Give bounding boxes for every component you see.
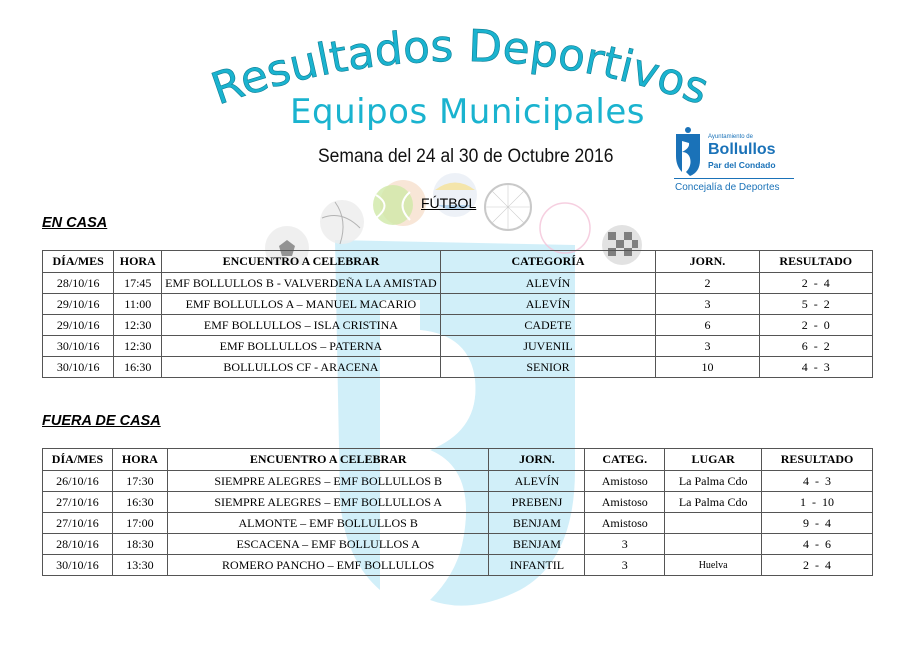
cell-match: EMF BOLLULLOS – PATERNA <box>162 336 441 357</box>
cell-round: INFANTIL <box>489 555 585 576</box>
cell-day: 30/10/16 <box>43 336 114 357</box>
cell-time: 17:30 <box>112 471 167 492</box>
col-place: LUGAR <box>665 449 762 471</box>
col-round: JORN. <box>656 251 759 273</box>
table-row <box>43 357 873 378</box>
cell-time: 13:30 <box>112 555 167 576</box>
cell-round: BENJAM <box>489 534 585 555</box>
cell-place: Huelva <box>665 555 762 576</box>
logo-line-3: Par del Condado <box>708 160 776 170</box>
away-heading: FUERA DE CASA <box>42 413 161 429</box>
logo-line-2: Bollullos <box>708 141 776 158</box>
cell-result: 5 - 2 <box>759 294 872 315</box>
cell-round: 2 <box>656 273 759 294</box>
cell-result: 1 - 10 <box>762 492 873 513</box>
cell-round: 6 <box>656 315 759 336</box>
cell-time: 12:30 <box>114 315 162 336</box>
cell-day: 30/10/16 <box>43 357 114 378</box>
cell-match: ROMERO PANCHO – EMF BOLLULLOS <box>167 555 489 576</box>
municipal-logo <box>672 124 802 196</box>
col-time: HORA <box>114 251 162 273</box>
cycling-icon <box>540 203 590 253</box>
col-result: RESULTADO <box>762 449 873 471</box>
col-match: ENCUENTRO A CELEBRAR <box>162 251 441 273</box>
cell-place <box>665 534 762 555</box>
cell-round: PREBENJ <box>489 492 585 513</box>
cell-category: Amistoso <box>585 471 665 492</box>
cell-place: La Palma Cdo <box>665 492 762 513</box>
cell-time: 16:30 <box>112 492 167 513</box>
sport-label: FÚTBOL <box>421 195 477 211</box>
cell-result: 4 - 3 <box>759 357 872 378</box>
cell-category: CADETE <box>440 315 656 336</box>
subtitle: Equipos Municipales <box>290 92 645 132</box>
cell-round: 3 <box>656 336 759 357</box>
main-title-text: Resultados Deportivos <box>205 22 715 116</box>
cell-match: ALMONTE – EMF BOLLULLOS B <box>167 513 489 534</box>
col-time: HORA <box>112 449 167 471</box>
cell-round: 3 <box>656 294 759 315</box>
cell-day: 26/10/16 <box>43 471 113 492</box>
col-match: ENCUENTRO A CELEBRAR <box>167 449 489 471</box>
cell-category: SENIOR <box>440 357 656 378</box>
table-row <box>43 315 873 336</box>
table-row <box>43 555 873 576</box>
cell-place: La Palma Cdo <box>665 471 762 492</box>
cell-category: ALEVÍN <box>440 294 656 315</box>
cell-result: 4 - 6 <box>762 534 873 555</box>
cell-category: 3 <box>585 555 665 576</box>
cell-match: EMF BOLLULLOS B - VALVERDEÑA LA AMISTAD <box>162 273 441 294</box>
cell-day: 27/10/16 <box>43 513 113 534</box>
volleyball-icon <box>320 200 364 244</box>
col-day: DÍA/MES <box>43 251 114 273</box>
cell-result: 4 - 3 <box>762 471 873 492</box>
cell-category: ALEVÍN <box>440 273 656 294</box>
cell-result: 2 - 4 <box>759 273 872 294</box>
cell-time: 12:30 <box>114 336 162 357</box>
logo-emblem-icon <box>672 126 706 178</box>
away-header-row <box>43 449 873 471</box>
cell-time: 18:30 <box>112 534 167 555</box>
bicycle-wheel-icon <box>485 184 531 230</box>
cell-result: 6 - 2 <box>759 336 872 357</box>
table-row <box>43 273 873 294</box>
tennis-ball-icon <box>373 185 413 225</box>
cell-day: 29/10/16 <box>43 315 114 336</box>
cell-day: 30/10/16 <box>43 555 113 576</box>
cell-category: JUVENIL <box>440 336 656 357</box>
logo-divider <box>674 178 794 179</box>
col-day: DÍA/MES <box>43 449 113 471</box>
table-row <box>43 294 873 315</box>
week-label: Semana del 24 al 30 de Octubre 2016 <box>318 146 614 167</box>
cell-match: EMF BOLLULLOS – ISLA CRISTINA <box>162 315 441 336</box>
cell-match: SIEMPRE ALEGRES – EMF BOLLULLOS B <box>167 471 489 492</box>
cell-category: Amistoso <box>585 492 665 513</box>
cell-result: 9 - 4 <box>762 513 873 534</box>
cell-day: 29/10/16 <box>43 294 114 315</box>
home-results-table <box>42 250 873 378</box>
table-row <box>43 336 873 357</box>
col-category: CATEGORÍA <box>440 251 656 273</box>
table-row <box>43 492 873 513</box>
away-results-table <box>42 448 873 576</box>
cell-place <box>665 513 762 534</box>
cell-match: BOLLULLOS CF - ARACENA <box>162 357 441 378</box>
cell-time: 17:45 <box>114 273 162 294</box>
home-header-row <box>43 251 873 273</box>
table-row <box>43 513 873 534</box>
logo-line-4: Concejalía de Deportes <box>675 182 780 193</box>
cell-match: EMF BOLLULLOS A – MANUEL MACARIO <box>162 294 441 315</box>
col-category: CATEG. <box>585 449 665 471</box>
cell-match: SIEMPRE ALEGRES – EMF BOLLULLOS A <box>167 492 489 513</box>
col-result: RESULTADO <box>759 251 872 273</box>
cell-match: ESCACENA – EMF BOLLULLOS A <box>167 534 489 555</box>
cell-category: 3 <box>585 534 665 555</box>
col-round: JORN. <box>489 449 585 471</box>
cell-time: 17:00 <box>112 513 167 534</box>
cell-day: 27/10/16 <box>43 492 113 513</box>
cell-round: ALEVÍN <box>489 471 585 492</box>
cell-result: 2 - 4 <box>762 555 873 576</box>
cell-round: 10 <box>656 357 759 378</box>
logo-line-1: Ayuntamiento de <box>708 134 753 140</box>
cell-round: BENJAM <box>489 513 585 534</box>
table-row <box>43 471 873 492</box>
home-heading: EN CASA <box>42 215 108 231</box>
cell-result: 2 - 0 <box>759 315 872 336</box>
cell-time: 16:30 <box>114 357 162 378</box>
cell-time: 11:00 <box>114 294 162 315</box>
table-row <box>43 534 873 555</box>
cell-day: 28/10/16 <box>43 273 114 294</box>
cell-day: 28/10/16 <box>43 534 113 555</box>
cell-category: Amistoso <box>585 513 665 534</box>
